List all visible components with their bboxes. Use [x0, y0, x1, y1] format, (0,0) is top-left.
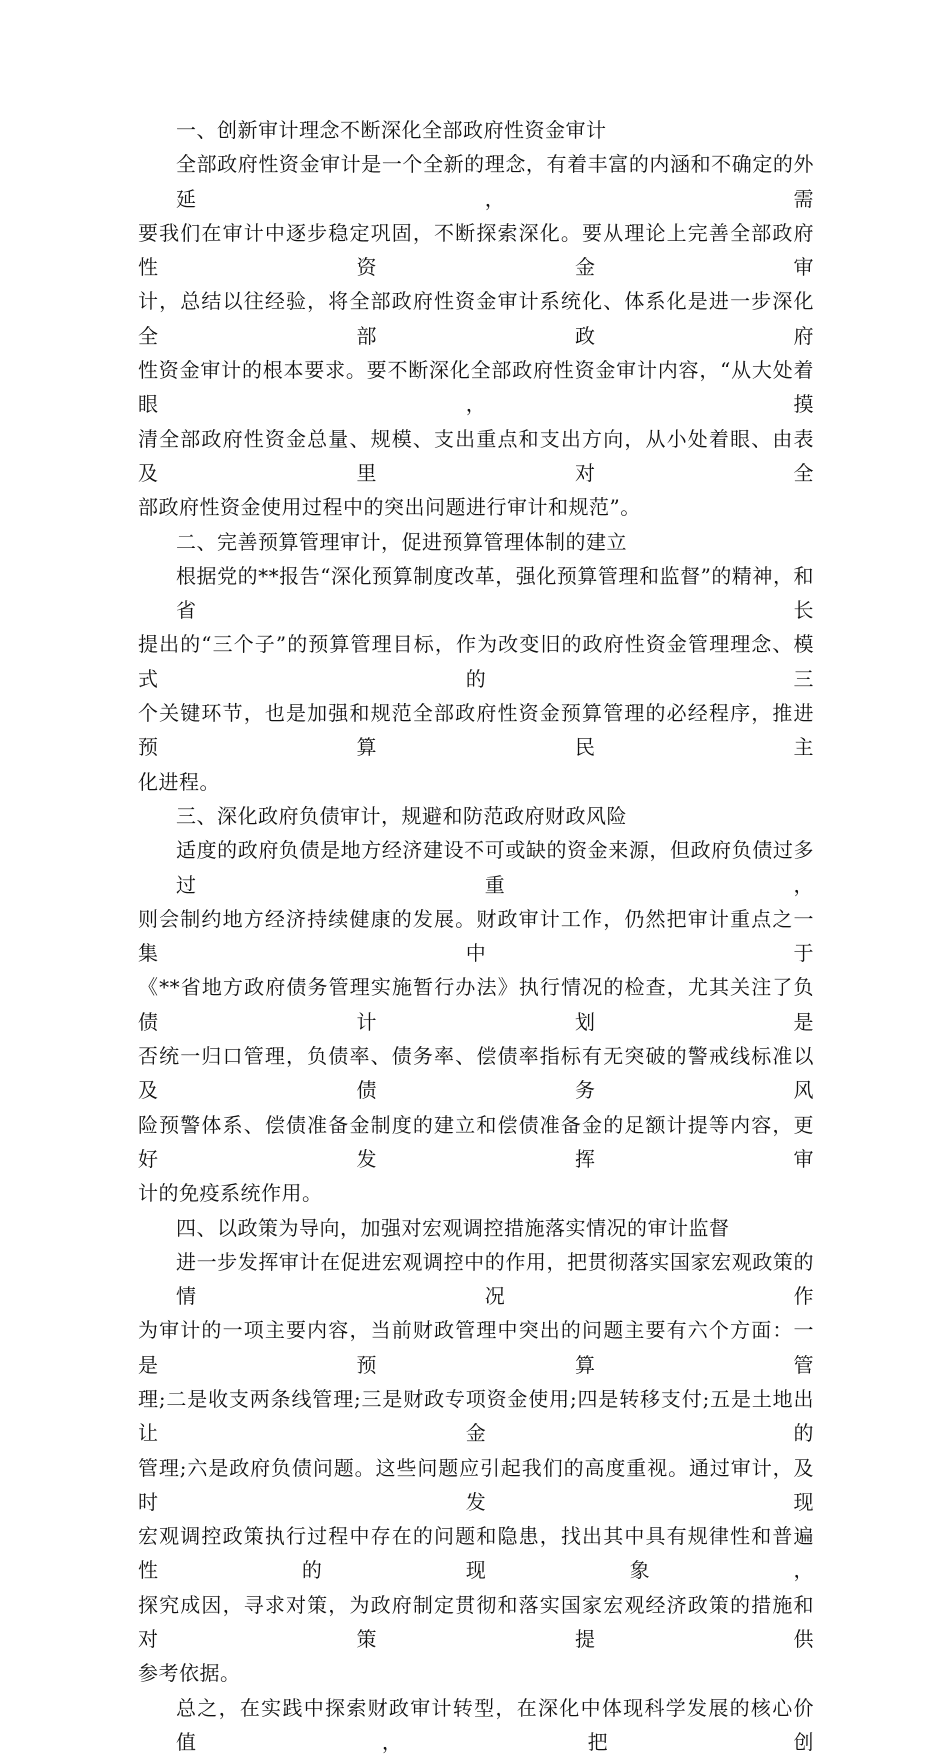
paragraph-line: 化进程。	[138, 769, 220, 794]
paragraph-line: 总之，在实践中探索财政审计转型，在深化中体现科学发展的核心价值，把创	[176, 1695, 814, 1754]
section-heading-2: 二、完善预算管理审计，促进预算管理体制的建立	[176, 529, 627, 554]
paragraph-line: 否统一归口管理，负债率、债务率、偿债率指标有无突破的警戒线标准以及债务风	[138, 1044, 814, 1103]
paragraph-line: 探究成因，寻求对策，为政府制定贯彻和落实国家宏观经济政策的措施和对策提供	[138, 1592, 814, 1652]
paragraph-line: 理;二是收支两条线管理;三是财政专项资金使用;四是转移支付;五是土地出让金的	[138, 1386, 814, 1446]
document-body	[138, 113, 814, 1759]
paragraph-line: 个关键环节，也是加强和规范全部政府性资金预算管理的必经程序，推进预算民主	[138, 701, 814, 760]
paragraph-line: 宏观调控政策执行过程中存在的问题和隐患，找出其中具有规律性和普遍性的现象，	[138, 1524, 814, 1583]
paragraph-line: 险预警体系、偿债准备金制度的建立和偿债准备金的足额计提等内容，更好发挥审	[138, 1112, 814, 1171]
section-heading-3: 三、深化政府负债审计，规避和防范政府财政风险	[176, 803, 627, 828]
paragraph-line: 性资金审计的根本要求。要不断深化全部政府性资金审计内容，“从大处着眼，摸	[138, 358, 814, 417]
paragraph-line: 全部政府性资金审计是一个全新的理念，有着丰富的内涵和不确定的外延，需	[176, 152, 814, 211]
paragraph-line: 参考依据。	[138, 1661, 241, 1686]
paragraph-line: 适度的政府负债是地方经济建设不可或缺的资金来源，但政府负债过多过重，	[176, 838, 814, 897]
section-heading-4: 四、以政策为导向，加强对宏观调控措施落实情况的审计监督	[176, 1215, 730, 1240]
paragraph-line: 计，总结以往经验，将全部政府性资金审计系统化、体系化是进一步深化全部政府	[138, 289, 814, 348]
paragraph-line: 清全部政府性资金总量、规模、支出重点和支出方向，从小处着眼、由表及里对全	[138, 426, 814, 485]
paragraph-line: 管理;六是政府负债问题。这些问题应引起我们的高度重视。通过审计，及时发现	[138, 1455, 814, 1514]
paragraph-line: 提出的“三个子”的预算管理目标，作为改变旧的政府性资金管理理念、模式的三	[138, 632, 814, 691]
paragraph-line: 根据党的**报告“深化预算制度改革，强化预算管理和监督”的精神，和省长	[176, 563, 814, 623]
paragraph-line: 则会制约地方经济持续健康的发展。财政审计工作，仍然把审计重点之一集中于	[138, 906, 814, 966]
paragraph-line: 要我们在审计中逐步稳定巩固，不断探索深化。要从理论上完善全部政府性资金审	[138, 220, 814, 280]
paragraph-line: 部政府性资金使用过程中的突出问题进行审计和规范”。	[138, 495, 641, 520]
section-heading-1: 一、创新审计理念不断深化全部政府性资金审计	[176, 118, 607, 142]
paragraph-line: 计的免疫系统作用。	[138, 1181, 323, 1206]
paragraph-line: 《**省地方政府债务管理实施暂行办法》执行情况的检查，尤其关注了负债计划是	[138, 975, 814, 1034]
paragraph-line: 进一步发挥审计在促进宏观调控中的作用，把贯彻落实国家宏观政策的情况作	[176, 1249, 814, 1309]
paragraph-line: 为审计的一项主要内容，当前财政管理中突出的问题主要有六个方面：一是预算管	[138, 1318, 814, 1377]
